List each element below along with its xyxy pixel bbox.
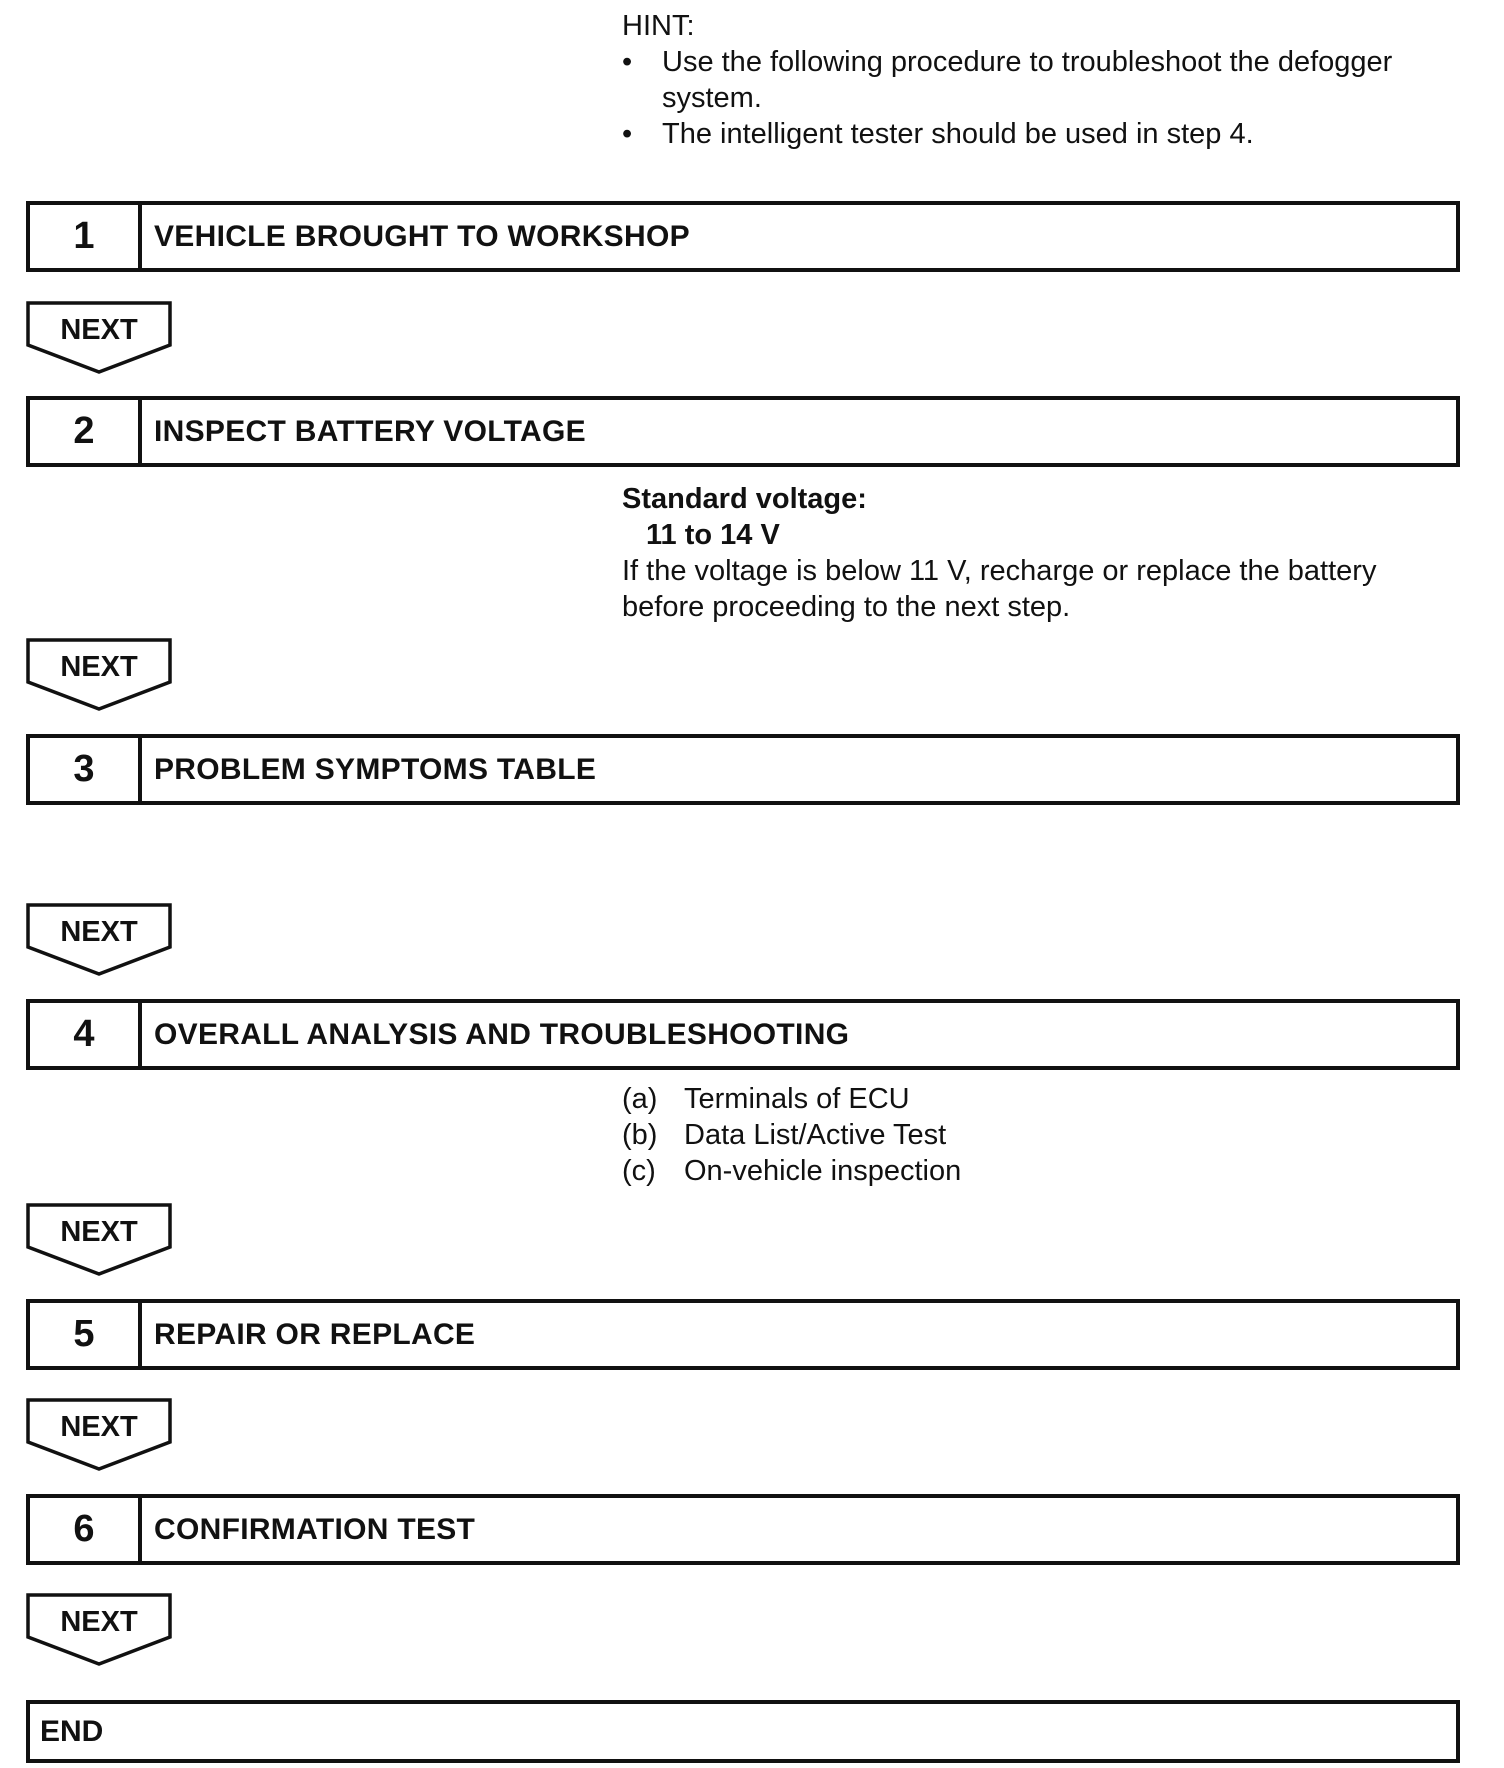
step-title: REPAIR OR REPLACE (154, 1317, 476, 1351)
end-label: END (40, 1714, 104, 1748)
analysis-item (622, 1153, 1422, 1189)
step-number: 2 (30, 400, 142, 463)
analysis-item (622, 1081, 1422, 1117)
next-arrow (26, 903, 172, 977)
item-text: On-vehicle inspection (684, 1155, 962, 1187)
step-number: 3 (30, 738, 142, 801)
hint-item (622, 44, 1462, 116)
next-label: NEXT (60, 314, 138, 346)
item-letter: (c) (622, 1155, 656, 1187)
hint-item-text: The intelligent tester should be used in step 4. (662, 118, 1254, 150)
step-box-1 (26, 201, 1460, 272)
next-arrow (26, 1593, 172, 1667)
voltage-instruction: If the voltage is below 11 V, recharge or replace the battery before proceeding to the next step. (622, 555, 1377, 623)
next-label: NEXT (60, 1411, 138, 1443)
step-box-2 (26, 396, 1460, 467)
hint-item-text: Use the following procedure to troubleshoot the defogger system. (662, 46, 1393, 114)
step-title: CONFIRMATION TEST (154, 1512, 476, 1546)
step-title: OVERALL ANALYSIS AND TROUBLESHOOTING (154, 1017, 850, 1051)
item-text: Terminals of ECU (684, 1083, 910, 1115)
step-box-5 (26, 1299, 1460, 1370)
analysis-item (622, 1117, 1422, 1153)
next-label: NEXT (60, 651, 138, 683)
item-letter: (a) (622, 1083, 658, 1115)
step-box-4 (26, 999, 1460, 1070)
next-arrow (26, 1398, 172, 1472)
next-arrow (26, 301, 172, 375)
step-box-6 (26, 1494, 1460, 1565)
end-box (26, 1700, 1460, 1763)
bullet-icon: • (622, 118, 633, 150)
standard-voltage-value: 11 to 14 V (646, 519, 780, 551)
step-title: VEHICLE BROUGHT TO WORKSHOP (154, 219, 690, 253)
step-number: 5 (30, 1303, 142, 1366)
item-letter: (b) (622, 1119, 658, 1151)
next-label: NEXT (60, 1606, 138, 1638)
next-label: NEXT (60, 1216, 138, 1248)
step-number: 4 (30, 1003, 142, 1066)
hint-item (622, 116, 1462, 152)
bullet-icon: • (622, 46, 633, 78)
next-arrow (26, 638, 172, 712)
step-title: INSPECT BATTERY VOLTAGE (154, 414, 586, 448)
hint-title: HINT: (622, 10, 695, 42)
next-arrow (26, 1203, 172, 1277)
step-number: 6 (30, 1498, 142, 1561)
standard-voltage-heading: Standard voltage: (622, 483, 867, 515)
step-number: 1 (30, 205, 142, 268)
step-title: PROBLEM SYMPTOMS TABLE (154, 752, 597, 786)
item-text: Data List/Active Test (684, 1119, 947, 1151)
next-label: NEXT (60, 916, 138, 948)
step-box-3 (26, 734, 1460, 805)
